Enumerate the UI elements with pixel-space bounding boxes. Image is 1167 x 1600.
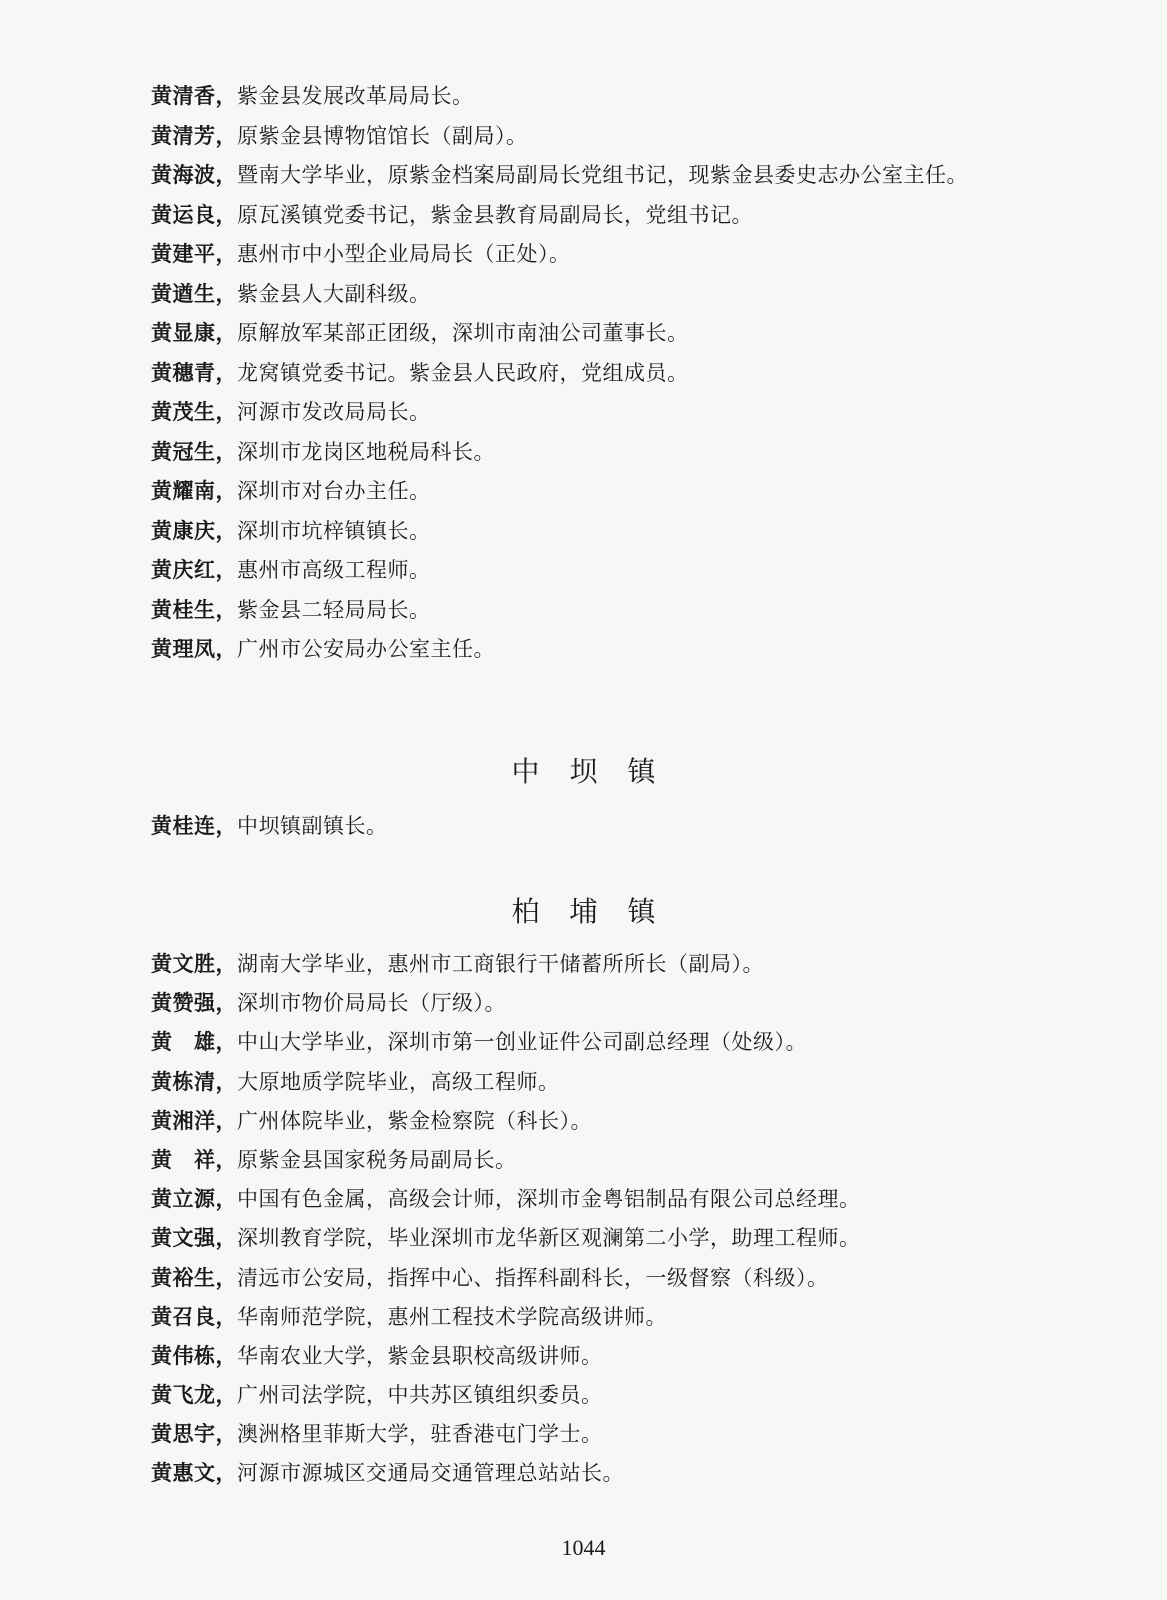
entry-description: 深圳市物价局局长（厅级）。 [237,991,506,1016]
entry-row [151,1218,1111,1257]
entry-description: 中山大学毕业，深圳市第一创业证件公司副总经理（处级）。 [237,1030,807,1055]
entry-row [151,76,1111,116]
entry-name: 黄遒生， [151,280,237,306]
entry-name: 黄海波， [151,162,237,187]
entry-row [151,274,1111,314]
entry-row [151,1336,1111,1375]
entry-description: 中国有色金属，高级会计师，深圳市金粤铝制品有限公司总经理。 [237,1187,861,1212]
entry-row [151,313,1111,353]
entry-row [151,944,1111,983]
entry-name: 黄穗青， [151,359,237,385]
entry-list-baipu [151,944,1111,1493]
entry-description: 河源市发改局局长。 [237,400,431,424]
entry-name: 黄惠文， [151,1460,237,1486]
entry-row [151,511,1111,551]
entry-row [151,629,1111,669]
entry-name: 黄显康， [151,320,237,345]
entry-row [151,392,1111,432]
entry-description: 深圳教育学院，毕业深圳市龙华新区观澜第二小学，助理工程师。 [237,1226,861,1251]
entry-description: 深圳市对台办主任。 [237,479,431,503]
entry-description: 湖南大学毕业，惠州市工商银行干储蓄所所长（副局）。 [237,952,764,976]
entry-description: 原瓦溪镇党委书记，紫金县教育局副局长，党组书记。 [237,202,753,227]
entry-name: 黄飞龙， [151,1382,237,1408]
entry-description: 大原地质学院毕业，高级工程师。 [237,1069,560,1094]
entry-name: 黄康庆， [151,517,237,543]
entry-description: 龙窝镇党委书记。紫金县人民政府，党组成员。 [237,360,689,385]
entry-description: 澳洲格里菲斯大学，驻香港屯门学士。 [237,1422,603,1447]
entry-row [151,471,1111,511]
section-title-baipu: 柏埔镇 [511,895,686,928]
entry-description: 深圳市龙岗区地税局科长。 [237,439,495,464]
entry-name: 黄运良， [151,201,237,227]
entry-name: 黄 雄， [151,1029,237,1055]
entry-row [151,1297,1111,1336]
entry-row [151,1258,1111,1297]
entry-row [151,550,1111,590]
entry-name: 黄茂生， [151,399,237,424]
entry-row [151,195,1111,235]
entry-description: 原紫金县国家税务局副局长。 [237,1147,517,1172]
entry-name: 黄耀南， [151,478,237,503]
entry-name: 黄庆红， [151,557,237,582]
entry-row [151,1375,1111,1414]
entry-row [151,1062,1111,1101]
entry-description: 暨南大学毕业，原紫金档案局副局长党组书记，现紫金县委史志办公室主任。 [237,163,968,187]
entry-name: 黄裕生， [151,1264,237,1290]
entry-description: 紫金县人大副科级。 [237,281,431,306]
entry-row [151,590,1111,630]
entry-row [151,234,1111,274]
section-title-zhongba: 中坝镇 [511,755,686,788]
entry-description: 原解放军某部正团级，深圳市南油公司董事长。 [237,321,689,345]
entry-name: 黄文胜， [151,951,237,976]
entry-description: 华南师范学院，惠州工程技术学院高级讲师。 [237,1304,667,1329]
entry-description: 惠州市中小型企业局局长（正处）。 [237,242,571,266]
entry-description: 原紫金县博物馆馆长（副局）。 [237,123,528,148]
entry-row [151,1179,1111,1218]
entry-name: 黄栋清， [151,1068,237,1094]
entry-description: 紫金县二轻局局长。 [237,597,431,622]
entry-description: 广州司法学院，中共苏区镇组织委员。 [237,1383,603,1408]
entry-description: 深圳市坑梓镇镇长。 [237,518,431,543]
entry-description: 广州体院毕业，紫金检察院（科长）。 [237,1108,592,1133]
entry-list-zhongba [151,806,1111,846]
entry-name: 黄伟栋， [151,1342,237,1368]
entry-name: 黄赞强， [151,990,237,1016]
entry-name: 黄建平， [151,241,237,266]
entry-name: 黄文强， [151,1225,237,1251]
page-number: 1044 [561,1535,606,1560]
entry-name: 黄湘洋， [151,1107,237,1133]
entry-row [151,155,1111,195]
entry-description: 华南农业大学，紫金县职校高级讲师。 [237,1343,603,1368]
entry-name: 黄思宇， [151,1421,237,1447]
entry-row [151,983,1111,1022]
entry-row [151,1022,1111,1061]
entry-row [151,432,1111,472]
entry-name: 黄冠生， [151,438,237,464]
entry-name: 黄理凤， [151,636,237,661]
entry-row [151,1101,1111,1140]
entry-name: 黄清芳， [151,122,237,148]
entry-name: 黄立源， [151,1186,237,1212]
entry-row [151,806,1111,846]
entry-name: 黄 祥， [151,1146,237,1172]
entry-row [151,1140,1111,1179]
entry-name: 黄桂连， [151,813,237,838]
entry-description: 中坝镇副镇长。 [237,814,388,838]
entry-row [151,116,1111,156]
entry-description: 广州市公安局办公室主任。 [237,637,495,661]
entry-row [151,353,1111,393]
entry-name: 黄桂生， [151,596,237,622]
entry-list-main [151,76,1111,669]
entry-row [151,1414,1111,1453]
entry-row [151,1453,1111,1492]
entry-description: 清远市公安局，指挥中心、指挥科副科长，一级督察（科级）。 [237,1265,829,1290]
entry-description: 紫金县发展改革局局长。 [237,84,474,108]
entry-name: 黄清香， [151,83,237,108]
entry-description: 惠州市高级工程师。 [237,558,431,582]
entry-description: 河源市源城区交通局交通管理总站站长。 [237,1461,624,1486]
entry-name: 黄召良， [151,1303,237,1329]
